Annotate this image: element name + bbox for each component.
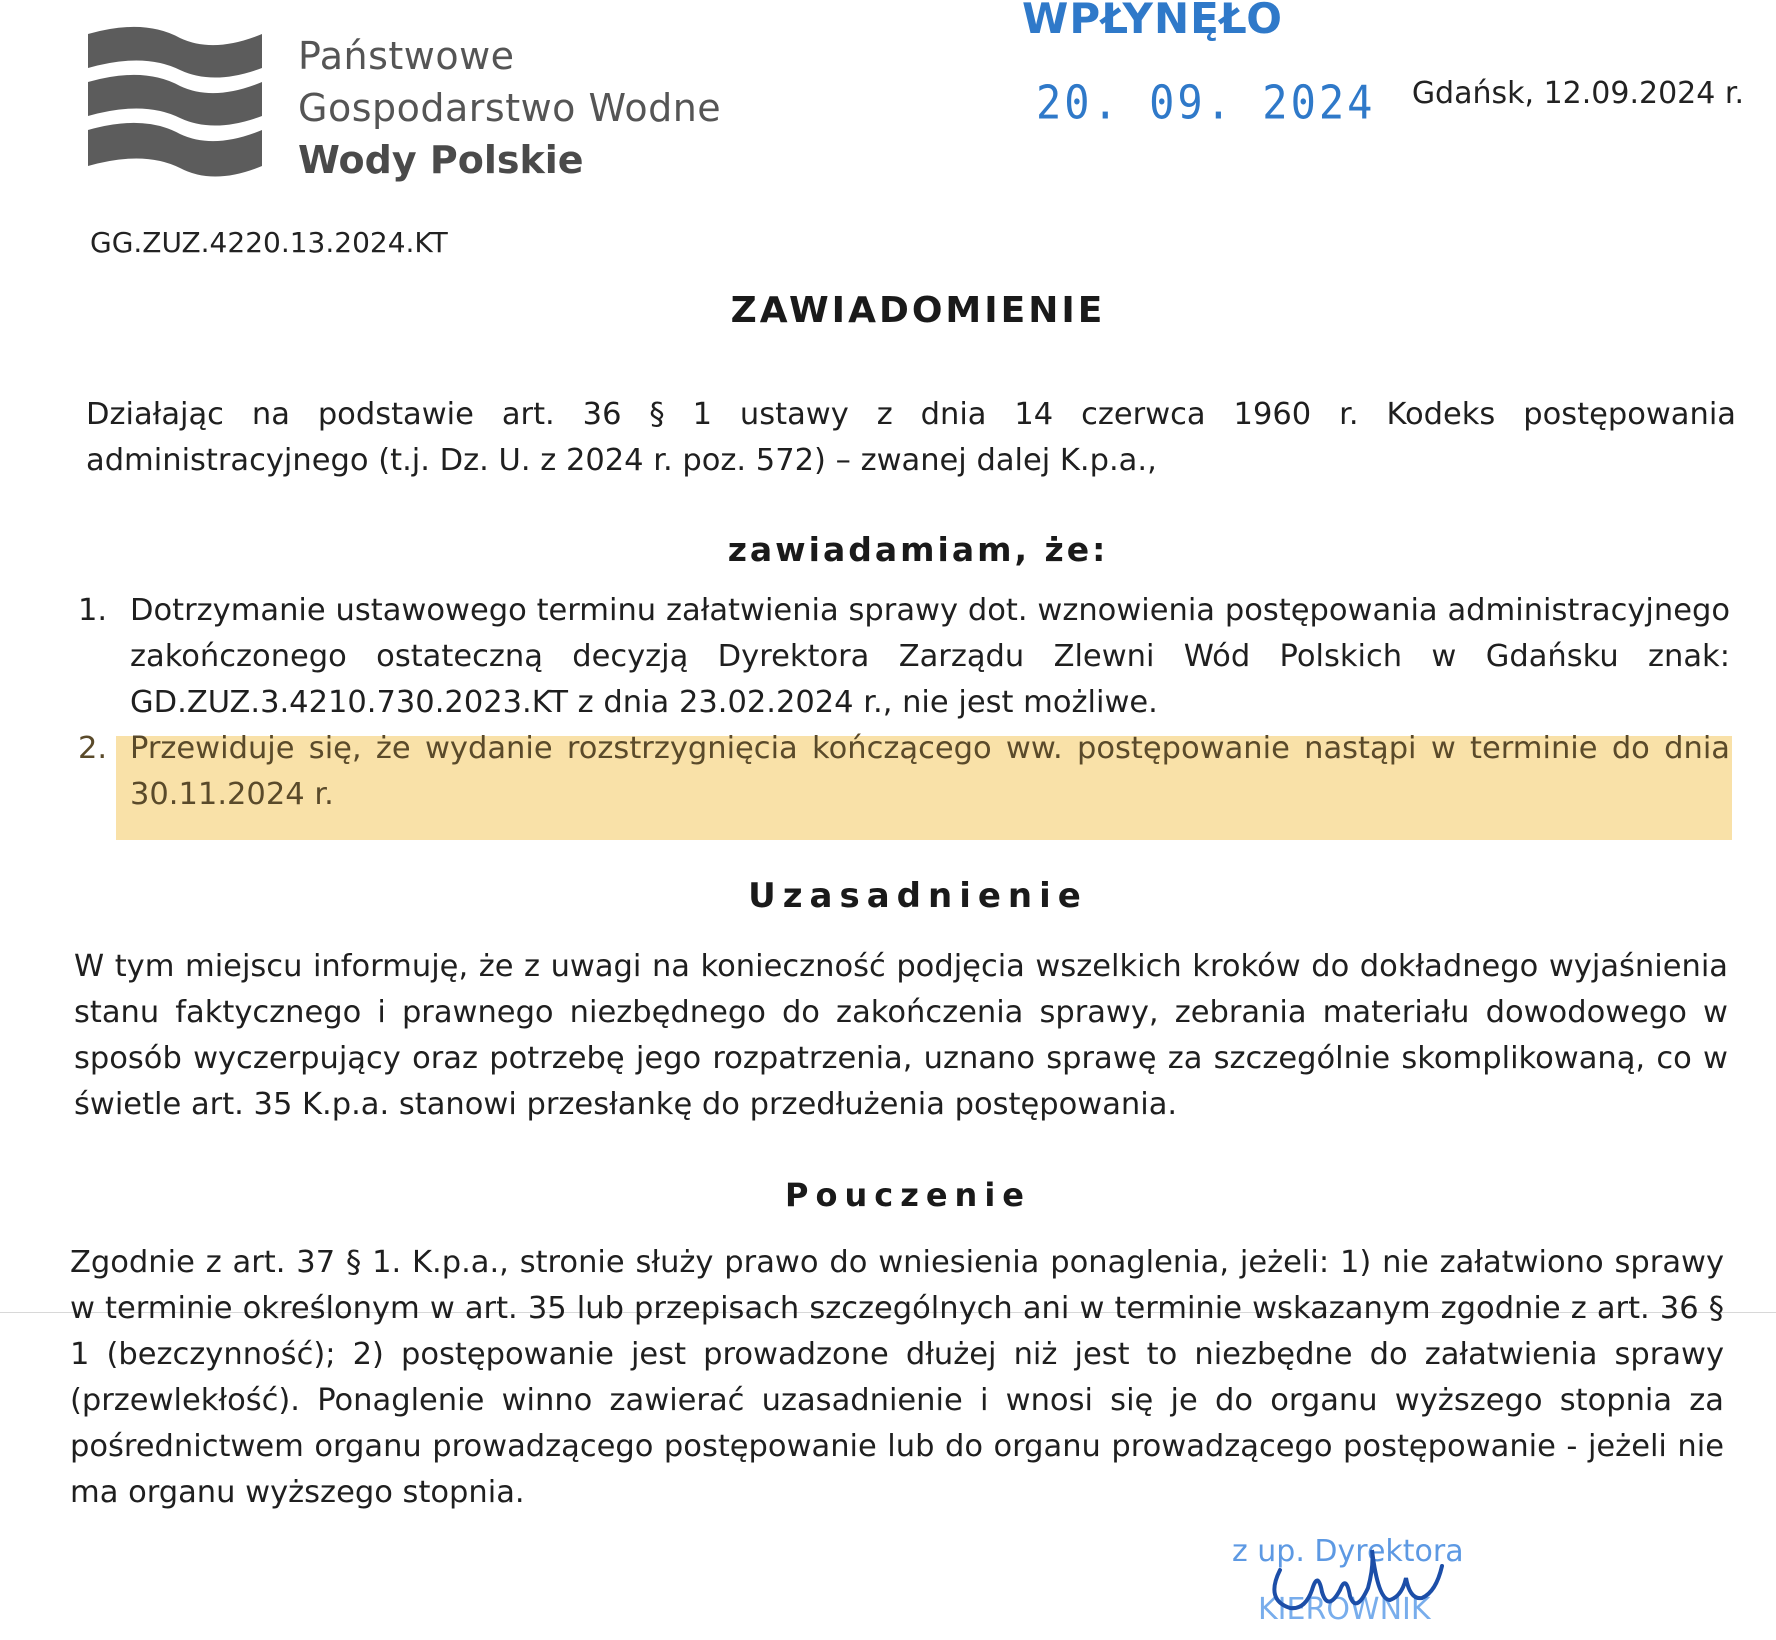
list-item-number: 1. — [78, 593, 108, 628]
list-item-number: 2. — [78, 731, 108, 766]
list-item — [78, 588, 1730, 726]
reference-number: GG.ZUZ.4220.13.2024.KT — [90, 226, 448, 259]
justification-paragraph: W tym miejscu informuję, że z uwagi na konieczność podjęcia wszelkich kroków do dokładnego wyjaśnienia stanu faktycznego i prawnego niezbędnego do zakończenia sprawy, zebrania materiału dowodowego w sposób wyczerpujący oraz potrzebę jego rozpatrzenia, uznano sprawę za szczególnie skomplikowaną, co w świetle art. 35 K.p.a. stanowi przesłankę do przedłużenia postępowania. — [74, 949, 1728, 1122]
wody-polskie-logo — [84, 16, 266, 198]
list-item-text: Przewiduje się, że wydanie rozstrzygnięcia kończącego ww. postępowanie nastąpi w terminie do dnia 30.11.2024 r. — [130, 731, 1730, 812]
org-line-1: Państwowe — [298, 34, 515, 78]
instruction-paragraph: Zgodnie z art. 37 § 1. K.p.a., stronie służy prawo do wniesienia ponaglenia, jeżeli: 1) nie załatwiono sprawy w terminie określonym w art. 35 lub przepisach szczególnych ani w terminie wskazanym zgodnie z art. 36 § 1 (bezczynność); 2) postępowanie jest prowadzone dłużej niż jest to niezbędne do załatwienia sprawy (przewlekłość). Ponaglenie winno zawierać uzasadnienie i wnosi się je do organu wyższego stopnia za pośrednictwem organu prowadzącego postępowanie lub do organu prowadzącego postępowanie - jeżeli nie ma organu wyższego stopnia. — [70, 1245, 1724, 1510]
org-line-2: Gospodarstwo Wodne — [298, 86, 722, 130]
instruction-heading: Pouczenie — [785, 1176, 1031, 1214]
received-stamp: WPŁYNĘŁO — [1022, 0, 1283, 43]
organization-name — [298, 30, 721, 186]
received-stamp-date: 20. 09. 2024 — [1036, 75, 1376, 130]
list-item-highlighted — [78, 726, 1730, 818]
signature-stamp — [1220, 1520, 1480, 1640]
org-line-3: Wody Polskie — [298, 138, 584, 182]
notify-heading: zawiadamiam, że: — [727, 530, 1109, 569]
signature-title: KIEROWNIK — [1258, 1592, 1431, 1627]
handwritten-signature — [1260, 1530, 1460, 1630]
document-title: ZAWIADOMIENIE — [730, 290, 1106, 331]
notice-list — [78, 588, 1730, 818]
place-and-date: Gdańsk, 12.09.2024 r. — [1411, 76, 1744, 111]
justification-heading: Uzasadnienie — [748, 876, 1088, 916]
signature-authorization: z up. Dyrektora — [1232, 1534, 1464, 1569]
intro-paragraph: Działając na podstawie art. 36 § 1 ustawy z dnia 14 czerwca 1960 r. Kodeks postępowania administracyjnego (t.j. Dz. U. z 2024 r. poz. 572) – zwanej dalej K.p.a., — [86, 397, 1736, 478]
list-item-text: Dotrzymanie ustawowego terminu załatwienia sprawy dot. wznowienia postępowania administracyjnego zakończonego ostateczną decyzją Dyrektora Zarządu Zlewni Wód Polskich w Gdańsku znak: GD.ZUZ.3.4210.730.2023.KT z dnia 23.02.2024 r., nie jest możliwe. — [130, 593, 1730, 720]
